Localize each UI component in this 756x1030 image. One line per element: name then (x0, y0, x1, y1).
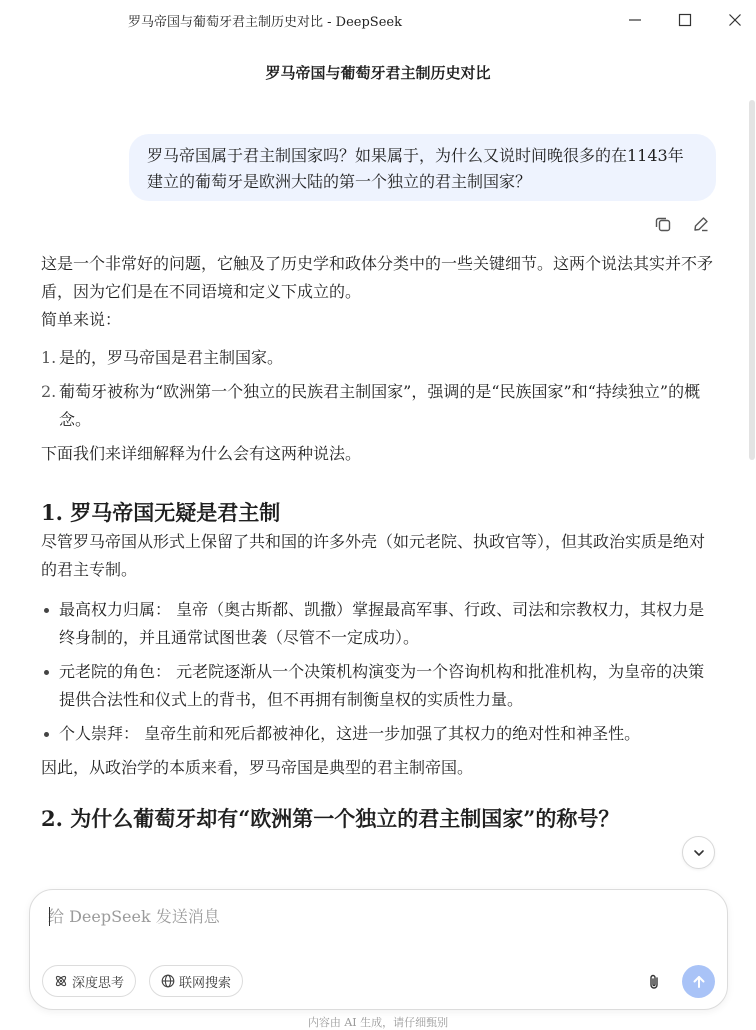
section-heading: 1. 罗马帝国无疑是君主制 (41, 500, 281, 525)
close-icon (728, 13, 742, 27)
attach-button[interactable] (642, 970, 666, 994)
window-title: 罗马帝国与葡萄牙君主制历史对比 - DeepSeek (128, 15, 402, 30)
list-item (41, 344, 715, 372)
assistant-answer (41, 250, 715, 834)
simple-points-list (41, 344, 715, 434)
message-input[interactable] (48, 904, 648, 928)
chevron-down-icon (692, 846, 706, 860)
list-number: 2. (41, 382, 57, 401)
section-heading: 2. 为什么葡萄牙却有“欧洲第一个独立的君主制国家”的称号？ (41, 806, 620, 831)
list-number: 1. (41, 348, 57, 367)
text-caret (49, 907, 50, 926)
deep-think-button[interactable] (42, 965, 136, 997)
globe-icon (161, 974, 175, 988)
bullet-text: 皇帝（奥古斯都、凯撒）掌握最高军事、行政、司法和宗教权力，其权力是终身制的，并且通常试图世袭（尽管不一定成功）。 (59, 600, 705, 647)
deep-think-label: 深度思考 (72, 975, 125, 991)
bullet-label: 元老院的角色： (59, 662, 172, 681)
atom-icon (54, 974, 68, 988)
list-item (41, 378, 715, 434)
list-item-text: 是的，罗马帝国是君主制国家。 (59, 348, 284, 367)
bullet-text: 皇帝生前和死后都被神化，这进一步加强了其权力的绝对性和神圣性。 (144, 724, 641, 743)
message-composer (29, 889, 728, 1010)
list-item (41, 720, 715, 748)
section-paragraph: 尽管罗马帝国从形式上保留了共和国的许多外壳（如元老院、执政官等），但其政治实质是绝对的君主专制。 (41, 532, 706, 579)
list-item (41, 658, 715, 714)
scrollbar-thumb[interactable] (749, 100, 755, 460)
edit-button[interactable] (689, 212, 713, 236)
bullet-label: 最高权力归属： (59, 600, 172, 619)
web-search-label: 联网搜索 (179, 975, 232, 991)
maximize-button[interactable] (668, 6, 702, 34)
paperclip-icon (646, 973, 662, 991)
copy-button[interactable] (651, 212, 675, 236)
bullet-label: 个人崇拜： (59, 724, 140, 743)
web-search-button[interactable] (149, 965, 243, 997)
answer-intro: 这是一个非常好的问题，它触及了历史学和政体分类中的一些关键细节。这两个说法其实并不矛盾，因为它们是在不同语境和定义下成立的。 (41, 254, 714, 301)
ai-disclaimer: 内容由 AI 生成，请仔细甄别 (307, 1016, 449, 1029)
scroll-to-bottom-button[interactable] (682, 836, 715, 869)
maximize-icon (678, 13, 692, 27)
scrollbar[interactable] (748, 100, 756, 910)
send-button[interactable] (682, 965, 715, 998)
answer-transition: 下面我们来详细解释为什么会有这两种说法。 (41, 444, 362, 463)
user-message-bubble: 罗马帝国属于君主制国家吗？如果属于，为什么又说时间晚很多的在1143年建立的葡萄牙是欧洲大陆的第一个独立的君主制国家？ (129, 134, 716, 201)
list-item (41, 596, 715, 652)
arrow-up-icon (691, 974, 707, 990)
minimize-button[interactable] (618, 6, 652, 34)
minimize-icon (628, 13, 642, 27)
list-item-text: 葡萄牙被称为“欧洲第一个独立的民族君主制国家”，强调的是“民族国家”和“持续独立”的概念。 (59, 382, 701, 429)
section-conclusion: 因此，从政治学的本质来看，罗马帝国是典型的君主制帝国。 (41, 758, 474, 777)
close-button[interactable] (718, 6, 752, 34)
bullet-text: 元老院逐渐从一个决策机构演变为一个咨询机构和批准机构，为皇帝的决策提供合法性和仪式上的背书，但不再拥有制衡皇权的实质性力量。 (59, 662, 705, 709)
copy-icon (654, 215, 672, 233)
edit-icon (692, 215, 710, 233)
chat-title: 罗马帝国与葡萄牙君主制历史对比 (265, 64, 491, 82)
section-bullet-list (41, 596, 715, 748)
title-bar (0, 0, 756, 40)
answer-simple-label: 简单来说： (41, 310, 122, 329)
